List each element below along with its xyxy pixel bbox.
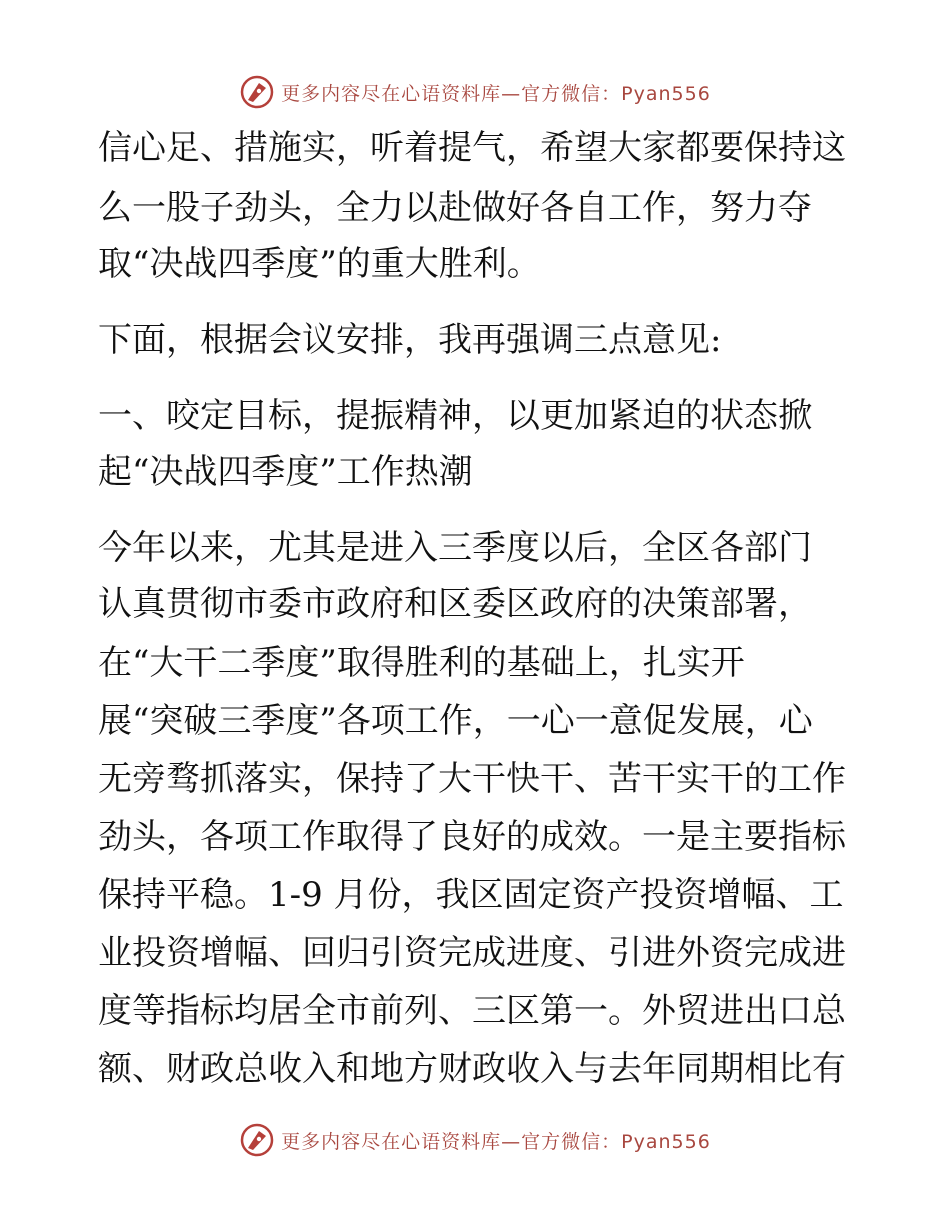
text-line: 下面，根据会议安排，我再强调三点意见: xyxy=(98,320,722,360)
text-line: 取“决战四季度”的重大胜利。 xyxy=(98,244,541,284)
pen-nib-logo-icon xyxy=(239,1122,275,1158)
text-line: 认真贯彻市委市政府和区委区政府的决策部署， xyxy=(98,584,812,624)
footer-banner xyxy=(0,1120,950,1160)
text-line: 么一股子劲头，全力以赴做好各自工作，努力夺 xyxy=(98,188,812,228)
text-line: 劲头，各项工作取得了良好的成效。一是主要指标 xyxy=(98,817,846,857)
text-line: 在“大干二季度”取得胜利的基础上，扎实开 xyxy=(98,643,745,683)
text-line: 度等指标均居全市前列、三区第一。外贸进出口总 xyxy=(98,991,846,1031)
text-line: 额、财政总收入和地方财政收入与去年同期相比有 xyxy=(98,1049,846,1089)
section-heading: 一、咬定目标，提振精神，以更加紧迫的状态掀 xyxy=(98,396,812,436)
pen-nib-logo-icon xyxy=(239,74,275,110)
banner-text: 更多内容尽在心语资料库—官方微信：Pyan556 xyxy=(281,82,711,105)
text-line: 展“突破三季度”各项工作，一心一意促发展，心 xyxy=(98,701,813,741)
banner-text: 更多内容尽在心语资料库—官方微信：Pyan556 xyxy=(281,1130,711,1153)
text-line: 今年以来，尤其是进入三季度以后，全区各部门 xyxy=(98,528,812,568)
text-line: 保持平稳。1-9 月份，我区固定资产投资增幅、工 xyxy=(98,875,844,915)
text-line: 无旁骛抓落实，保持了大干快干、苦干实干的工作 xyxy=(98,759,846,799)
section-heading: 起“决战四季度”工作热潮 xyxy=(98,452,473,492)
header-banner xyxy=(0,72,950,112)
text-line: 业投资增幅、回归引资完成进度、引进外资完成进 xyxy=(98,933,846,973)
text-line: 信心足、措施实，听着提气，希望大家都要保持这 xyxy=(98,128,846,168)
